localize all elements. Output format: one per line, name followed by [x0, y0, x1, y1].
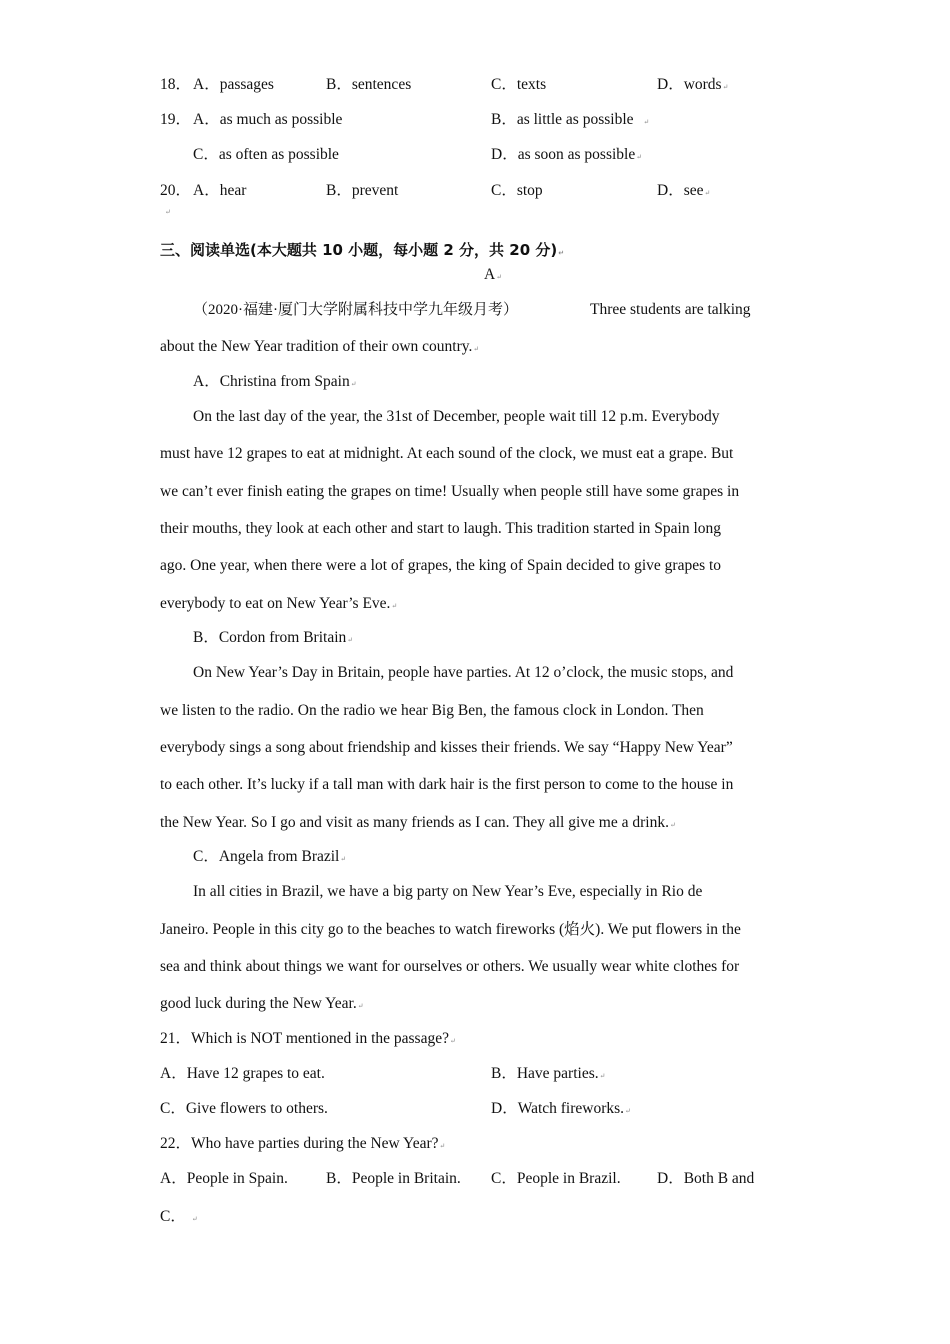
paragraph-mark: ↵	[165, 208, 171, 216]
question-20-option-a: A．hear	[193, 182, 247, 199]
question-19-option-d: D．as soon as possible↵	[491, 146, 643, 163]
question-19-option-a: A．as much as possible	[193, 111, 343, 128]
question-21-option-a: A．Have 12 grapes to eat.	[160, 1065, 325, 1082]
passage-b-line: everybody sings a song about friendship and kisses their friends. We say “Happy New Year”	[160, 739, 733, 756]
question-18-option-d: D．words↵	[657, 76, 729, 93]
passage-a-line: ago. One year, when there were a lot of grapes, the king of Spain decided to give grapes to	[160, 557, 722, 574]
question-21-option-b: B．Have parties.↵	[491, 1065, 606, 1082]
passage-b-line: to each other. It’s lucky if a tall man with dark hair is the first person to come to the house in	[160, 776, 734, 793]
question-20-option-b: B．prevent	[326, 182, 399, 199]
question-22-option-c: C．People in Brazil.	[491, 1170, 621, 1187]
passage-source: （2020·福建·厦门大学附属科技中学九年级月考）	[193, 302, 518, 318]
question-20-option-c: C．stop	[491, 182, 543, 199]
question-21-option-d: D．Watch fireworks.↵	[491, 1100, 631, 1117]
passage-b-title: B．Cordon from Britain↵	[193, 629, 354, 646]
passage-a-line: On the last day of the year, the 31st of December, people wait till 12 p.m. Everybody	[193, 408, 720, 425]
question-18-option-b: B．sentences	[326, 76, 412, 93]
question-19-number: 19．	[160, 111, 192, 128]
question-22-option-d-continuation: C． ↵	[160, 1208, 198, 1225]
intro-line-1: Three students are talking	[590, 301, 751, 318]
section-heading: 三、阅读单选(本大题共 10 小题，每小题 2 分，共 20 分)↵	[160, 241, 565, 259]
question-18-option-a: A．passages	[193, 76, 274, 93]
question-21-stem: 21．Which is NOT mentioned in the passage?↵	[160, 1030, 456, 1047]
question-21-option-c: C．Give flowers to others.	[160, 1100, 328, 1117]
passage-b-line: On New Year’s Day in Britain, people have parties. At 12 o’clock, the music stops, and	[193, 664, 734, 681]
passage-a-title: A．Christina from Spain↵	[193, 373, 357, 390]
passage-c-line: In all cities in Brazil, we have a big party on New Year’s Eve, especially in Rio de	[193, 883, 703, 900]
question-20-number: 20．	[160, 182, 192, 199]
question-22-option-a: A．People in Spain.	[160, 1170, 288, 1187]
question-20-option-d: D．see↵	[657, 182, 711, 199]
passage-a-line: we can’t ever finish eating the grapes on time! Usually when people still have some grapes in	[160, 483, 740, 500]
intro-line-2: about the New Year tradition of their own country.↵	[160, 338, 480, 355]
passage-c-line: sea and think about things we want for ourselves or others. We usually wear white clothes for	[160, 958, 740, 975]
question-22-stem: 22．Who have parties during the New Year?↵	[160, 1135, 446, 1152]
passage-b-line: the New Year. So I go and visit as many friends as I can. They all give me a drink.↵	[160, 814, 676, 831]
passage-a-line: must have 12 grapes to eat at midnight. At each sound of the clock, we must eat a grape. But	[160, 445, 734, 462]
question-19-option-c: C．as often as possible	[193, 146, 339, 163]
passage-a-line: their mouths, they look at each other and start to laugh. This tradition started in Spain long	[160, 520, 722, 537]
question-22-option-b: B．People in Britain.	[326, 1170, 461, 1187]
question-22-option-d: D．Both B and	[657, 1170, 755, 1187]
passage-c-line: Janeiro. People in this city go to the beaches to watch fireworks (焰火). We put flowers in the	[160, 921, 741, 938]
passage-c-title: C．Angela from Brazil↵	[193, 848, 347, 865]
question-18-number: 18．	[160, 76, 192, 93]
passage-a-line: everybody to eat on New Year’s Eve.↵	[160, 595, 398, 612]
passage-label: A↵	[484, 266, 503, 283]
passage-c-line: good luck during the New Year.↵	[160, 995, 364, 1012]
question-18-option-c: C．texts	[491, 76, 547, 93]
question-19-option-b: B．as little as possible ↵	[491, 111, 650, 128]
passage-b-line: we listen to the radio. On the radio we hear Big Ben, the famous clock in London. Then	[160, 702, 704, 719]
